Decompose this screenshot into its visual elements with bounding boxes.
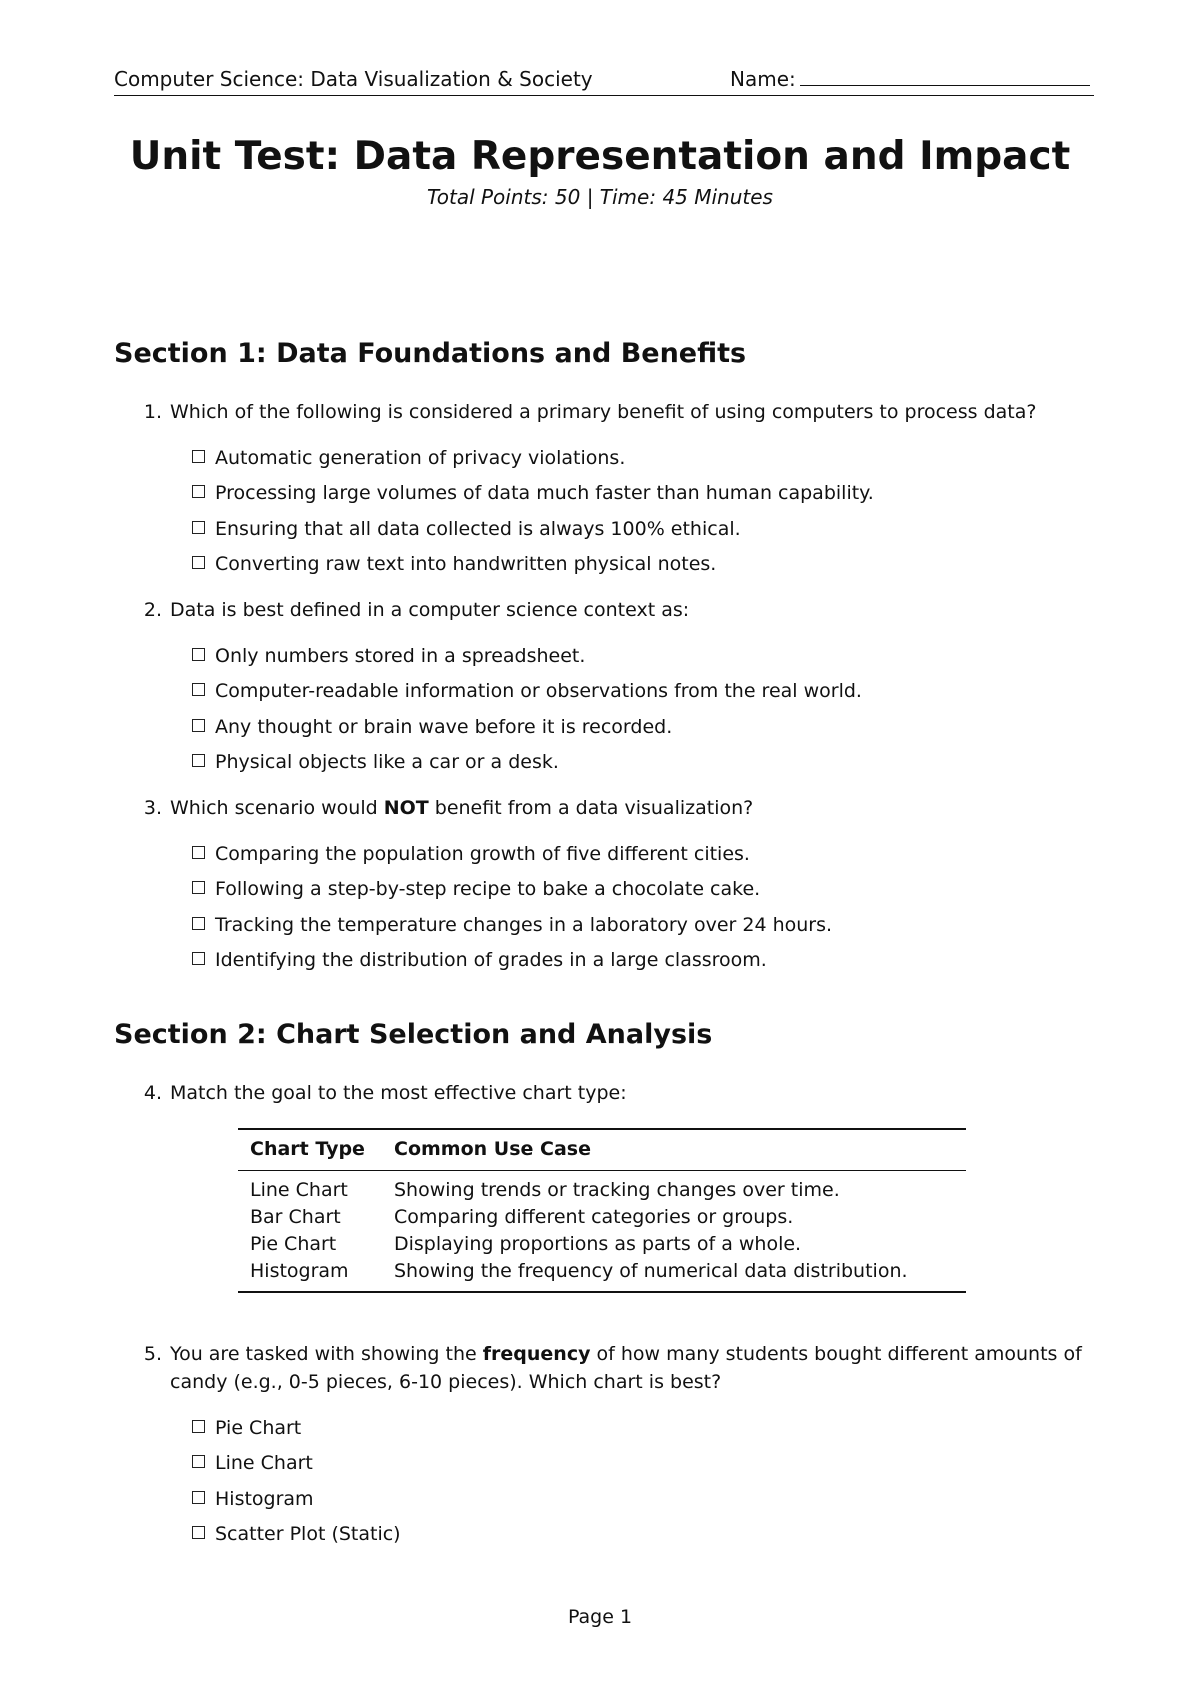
chart-type-table xyxy=(238,1128,966,1293)
q1-option-4[interactable] xyxy=(192,550,716,578)
table-cell: Showing trends or tracking changes over time. xyxy=(394,1179,840,1201)
q2-option-4[interactable] xyxy=(192,748,559,776)
table-row xyxy=(238,1171,966,1205)
question-text: Data is best defined in a computer science context as: xyxy=(170,599,690,621)
q2-option-1[interactable] xyxy=(192,642,585,670)
question-number: 5. xyxy=(143,1343,162,1365)
name-field xyxy=(730,66,1090,92)
question-text: Which of the following is considered a primary benefit of using computers to process data? xyxy=(170,401,1037,423)
table-cell: Displaying proportions as parts of a whole. xyxy=(394,1233,802,1255)
option-label: Identifying the distribution of grades in a large classroom. xyxy=(215,949,767,971)
question-number: 2. xyxy=(143,599,162,621)
emphasis-text: NOT xyxy=(383,797,429,819)
name-blank-line[interactable] xyxy=(800,67,1090,86)
checkbox-icon[interactable] xyxy=(192,485,205,498)
question-number: 1. xyxy=(143,401,162,423)
q5-option-1[interactable] xyxy=(192,1414,301,1442)
column-header-chart-type: Chart Type xyxy=(238,1129,382,1171)
option-label: Any thought or brain wave before it is recorded. xyxy=(215,716,673,738)
page-header xyxy=(114,66,1094,98)
checkbox-icon[interactable] xyxy=(192,521,205,534)
q3-option-4[interactable] xyxy=(192,946,767,974)
q3-option-3[interactable] xyxy=(192,911,832,939)
option-label: Comparing the population growth of five different cities. xyxy=(215,843,750,865)
option-label: Ensuring that all data collected is always 100% ethical. xyxy=(215,518,741,540)
column-header-use-case: Common Use Case xyxy=(382,1129,966,1171)
checkbox-icon[interactable] xyxy=(192,1420,205,1433)
table-cell: Line Chart xyxy=(250,1179,348,1201)
table-row xyxy=(238,1231,966,1258)
checkbox-icon[interactable] xyxy=(192,846,205,859)
checkbox-icon[interactable] xyxy=(192,450,205,463)
checkbox-icon[interactable] xyxy=(192,1455,205,1468)
q5-option-4[interactable] xyxy=(192,1520,401,1548)
table-cell: Pie Chart xyxy=(250,1233,337,1255)
checkbox-icon[interactable] xyxy=(192,754,205,767)
option-label: Histogram xyxy=(215,1488,314,1510)
option-label: Only numbers stored in a spreadsheet. xyxy=(215,645,586,667)
section-heading-1: Section 1: Data Foundations and Benefits xyxy=(114,338,747,369)
table-cell: Histogram xyxy=(238,1258,382,1292)
question-text: Match the goal to the most effective chart type: xyxy=(170,1082,627,1104)
q1-option-1[interactable] xyxy=(192,444,625,472)
q2-option-2[interactable] xyxy=(192,677,862,705)
q1-option-2[interactable] xyxy=(192,479,874,507)
checkbox-icon[interactable] xyxy=(192,881,205,894)
checkbox-icon[interactable] xyxy=(192,648,205,661)
q3-option-1[interactable] xyxy=(192,840,750,868)
table-cell: Comparing different categories or groups. xyxy=(394,1206,794,1228)
checkbox-icon[interactable] xyxy=(192,1491,205,1504)
option-label: Line Chart xyxy=(215,1452,313,1474)
header-divider xyxy=(114,95,1094,96)
q5-option-3[interactable] xyxy=(192,1485,314,1513)
question-text: You are tasked with showing the frequency of how many students bought different amounts of candy (e.g., 0-5 pieces, 6-10 pieces). Which chart is best? xyxy=(170,1343,1082,1393)
course-name: Computer Science: Data Visualization & Society xyxy=(114,67,593,91)
option-label: Tracking the temperature changes in a laboratory over 24 hours. xyxy=(215,914,833,936)
checkbox-icon[interactable] xyxy=(192,683,205,696)
checkbox-icon[interactable] xyxy=(192,917,205,930)
q1-option-3[interactable] xyxy=(192,515,741,543)
q2-option-3[interactable] xyxy=(192,713,672,741)
page-subtitle: Total Points: 50 | Time: 45 Minutes xyxy=(427,185,773,209)
table-cell: Bar Chart xyxy=(250,1206,341,1228)
question-number: 4. xyxy=(143,1082,162,1104)
option-label: Pie Chart xyxy=(215,1417,302,1439)
option-label: Computer-readable information or observations from the real world. xyxy=(215,680,862,702)
q5-option-2[interactable] xyxy=(192,1449,313,1477)
table-row xyxy=(238,1258,966,1292)
table-row xyxy=(238,1204,966,1231)
q3-option-2[interactable] xyxy=(192,875,760,903)
checkbox-icon[interactable] xyxy=(192,719,205,732)
option-label: Converting raw text into handwritten physical notes. xyxy=(215,553,717,575)
option-label: Following a step-by-step recipe to bake a chocolate cake. xyxy=(215,878,761,900)
emphasis-text: frequency xyxy=(482,1343,591,1365)
checkbox-icon[interactable] xyxy=(192,556,205,569)
option-label: Processing large volumes of data much faster than human capability. xyxy=(215,482,874,504)
table-header-row xyxy=(238,1129,966,1171)
option-label: Automatic generation of privacy violations. xyxy=(215,447,626,469)
question-number: 3. xyxy=(143,797,162,819)
option-label: Scatter Plot (Static) xyxy=(215,1523,401,1545)
option-label: Physical objects like a car or a desk. xyxy=(215,751,559,773)
checkbox-icon[interactable] xyxy=(192,1526,205,1539)
page-title: Unit Test: Data Representation and Impact xyxy=(129,134,1071,179)
section-heading-2: Section 2: Chart Selection and Analysis xyxy=(114,1019,713,1050)
table-cell: Showing the frequency of numerical data distribution. xyxy=(382,1258,966,1292)
question-text: Which scenario would NOT benefit from a data visualization? xyxy=(170,797,754,819)
checkbox-icon[interactable] xyxy=(192,952,205,965)
page-number: Page 1 xyxy=(567,1606,633,1628)
name-label: Name: xyxy=(730,67,796,91)
